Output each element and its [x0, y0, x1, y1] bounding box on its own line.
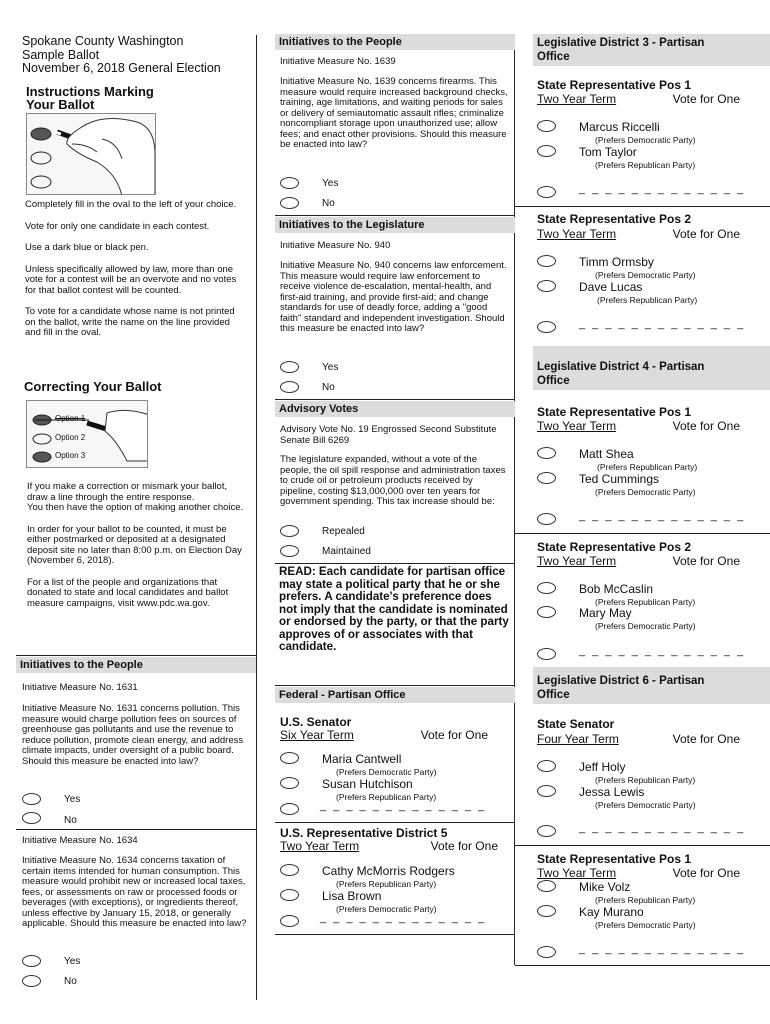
- us-senator-write-in[interactable]: [280, 800, 487, 818]
- section-header-federal: Federal - Partisan Office: [275, 687, 515, 703]
- candidate-name: Tom Taylor: [579, 145, 637, 159]
- vote-for-one-label: Vote for One: [672, 732, 740, 746]
- ld4-pos1-write-in[interactable]: [537, 510, 746, 528]
- party-preference: (Prefers Republican Party): [595, 895, 696, 905]
- party-preference: (Prefers Republican Party): [595, 775, 696, 785]
- candidate-name: Marcus Riccelli: [579, 120, 660, 134]
- oval-bubble[interactable]: [537, 760, 556, 772]
- section-header-initiatives-legislature: Initiatives to the Legislature: [275, 217, 515, 233]
- ld4-pos1-title: State Representative Pos 1: [537, 405, 692, 419]
- instructions-title-line1: Instructions Marking: [26, 84, 154, 99]
- term-label: Two Year Term: [537, 866, 617, 880]
- instruction-fill-oval: Completely fill in the oval to the left of your choice.: [25, 199, 237, 210]
- instruction-pen: Use a dark blue or black pen.: [25, 242, 149, 253]
- oval-bubble[interactable]: [537, 946, 556, 958]
- vote-for-one-label: Vote for One: [672, 227, 740, 241]
- party-preference: (Prefers Democratic Party): [336, 904, 437, 914]
- header-line1: Legislative District 6 - Partisan: [537, 675, 705, 687]
- divider: [515, 965, 770, 966]
- measure-940-text: Initiative Measure No. 940 concerns law enforcement. This measure would require law enforcement to receive violence de-escalation, mental-health, and first-aid training, and provide first-aid; and change standards for use of deadly force, adding a "good faith" standard and independent investigation. Should this measure be enacted into law?: [280, 260, 507, 334]
- measure-1631-text: Initiative Measure No. 1631 concerns pollution. This measure would charge pollution fees on sources of greenhouse gas pollutants and use the revenue to reduce pollution, promote clean energy, and address climate impacts, under oversight of a public board. Should this measure be enacted into law?: [22, 703, 244, 767]
- write-in-line[interactable]: _ _ _ _ _ _ _ _ _ _ _ _ _: [579, 318, 746, 330]
- instruction-postmark: In order for your ballot to be counted, it must be either postmarked or deposited at a designated deposit site no later than 8:00 p.m. on Election Day (November 6, 2018).: [27, 523, 242, 566]
- read-notice: READ: Each candidate for partisan office may state a political party that he or she prefers. A candidate's preference does not imply that the candidate is nominated or endorsed by the party, or that the party approves of or associates with that candidate.: [279, 565, 509, 653]
- party-preference: (Prefers Republican Party): [597, 295, 698, 305]
- marking-illustration: [26, 113, 156, 195]
- vote-for-one-label: Vote for One: [420, 728, 488, 742]
- section-header-initiatives-people-1: Initiatives to the People: [16, 657, 256, 673]
- term-label: Four Year Term: [537, 732, 619, 746]
- oval-bubble[interactable]: [22, 975, 41, 987]
- candidate-name: Jeff Holy: [579, 760, 626, 774]
- us-representative-term: [280, 839, 498, 853]
- divider: [275, 215, 515, 216]
- party-preference: (Prefers Democratic Party): [336, 767, 437, 777]
- ld6-pos1-term: [537, 866, 740, 880]
- divider: [275, 399, 515, 400]
- option-label: Yes: [322, 362, 339, 373]
- divider: [16, 829, 256, 830]
- oval-bubble[interactable]: [537, 606, 556, 618]
- header-county: Spokane County Washington: [22, 34, 184, 48]
- party-preference: (Prefers Democratic Party): [595, 270, 696, 280]
- write-in-line[interactable]: _ _ _ _ _ _ _ _ _ _ _ _ _: [579, 943, 746, 955]
- measure-1634-text: Initiative Measure No. 1634 concerns taxation of certain items intended for human consumption. This measure would prohibit new or increased local taxes, fees, or assessments on raw or processed foods or beverages (with exceptions), or ingredients thereof, unless effective by January 15, 2018, or generally applicable. Should this measure be enacted into law?: [22, 855, 247, 929]
- write-in-line[interactable]: _ _ _ _ _ _ _ _ _ _ _ _ _: [320, 800, 487, 812]
- section-header-initiatives-people-2: Initiatives to the People: [275, 34, 515, 50]
- ld3-pos1-title: State Representative Pos 1: [537, 78, 692, 92]
- header-line2: Office: [537, 375, 570, 387]
- option3-label: Option 3: [55, 451, 86, 460]
- measure-1631-title: Initiative Measure No. 1631: [22, 682, 138, 693]
- section-header-advisory-votes: Advisory Votes: [275, 401, 515, 417]
- instructions-title-line2: Your Ballot: [26, 97, 95, 112]
- us-senator-title: U.S. Senator: [280, 715, 352, 729]
- column-instructions: [0, 0, 257, 1000]
- section-header-ld6: [533, 667, 770, 704]
- option-label: Repealed: [322, 526, 365, 537]
- party-preference: (Prefers Republican Party): [595, 160, 696, 170]
- us-senator-term: [280, 728, 488, 742]
- oval-bubble[interactable]: [280, 777, 299, 789]
- party-preference: (Prefers Democratic Party): [595, 487, 696, 497]
- measure-940-title: Initiative Measure No. 940: [280, 240, 391, 251]
- vote-for-one-label: Vote for One: [672, 866, 740, 880]
- instruction-vote-one: Vote for only one candidate in each contest.: [25, 220, 210, 232]
- oval-bubble[interactable]: [280, 525, 299, 537]
- oval-bubble[interactable]: [537, 880, 556, 892]
- instruction-overvote: Unless specifically allowed by law, more than one vote for a contest will be an overvote and no votes for that ballot contest will be counted.: [25, 263, 237, 296]
- oval-bubble[interactable]: [537, 321, 556, 333]
- party-preference: (Prefers Democratic Party): [595, 920, 696, 930]
- measure-1634-title: Initiative Measure No. 1634: [22, 835, 138, 846]
- header-line2: Office: [537, 689, 570, 701]
- instruction-mismark: If you make a correction or mismark your ballot, draw a line through the entire response.: [27, 481, 228, 503]
- oval-bubble[interactable]: [280, 915, 299, 927]
- term-label: Two Year Term: [280, 839, 360, 853]
- oval-bubble[interactable]: [537, 648, 556, 660]
- divider: [515, 533, 770, 534]
- oval-bubble[interactable]: [280, 545, 299, 557]
- party-preference: (Prefers Republican Party): [597, 462, 698, 472]
- oval-bubble[interactable]: [280, 803, 299, 815]
- correcting-title: Correcting Your Ballot: [24, 379, 162, 394]
- oval-bubble[interactable]: [537, 905, 556, 917]
- ld4-pos1-term: [537, 419, 740, 433]
- option-label: Maintained: [322, 546, 371, 557]
- measure-1639-title: Initiative Measure No. 1639: [280, 56, 396, 67]
- candidate-name: Mary May: [579, 606, 632, 620]
- term-label: Six Year Term: [280, 728, 354, 742]
- oval-bubble[interactable]: [537, 582, 556, 594]
- write-in-line[interactable]: _ _ _ _ _ _ _ _ _ _ _ _ _: [579, 822, 746, 834]
- candidate-name: Matt Shea: [579, 447, 634, 461]
- option-label: Yes: [64, 956, 81, 967]
- ld4-pos2-write-in[interactable]: [537, 645, 746, 663]
- oval-bubble[interactable]: [280, 361, 299, 373]
- candidate-name: Susan Hutchison: [322, 777, 413, 791]
- option-label: Yes: [64, 794, 81, 805]
- oval-bubble[interactable]: [537, 120, 556, 132]
- oval-bubble[interactable]: [22, 955, 41, 967]
- oval-bubble[interactable]: [280, 381, 299, 393]
- header-date: November 6, 2018 General Election: [22, 61, 221, 75]
- ld6-senator-term: [537, 732, 740, 746]
- ballot-header: [22, 35, 221, 76]
- vote-for-one-label: Vote for One: [430, 839, 498, 853]
- us-representative-write-in[interactable]: [280, 912, 487, 930]
- term-label: Two Year Term: [537, 227, 617, 241]
- party-preference: (Prefers Democratic Party): [595, 800, 696, 810]
- ld6-pos1-title: State Representative Pos 1: [537, 852, 692, 866]
- oval-bubble[interactable]: [280, 177, 299, 189]
- candidate-name: Bob McCaslin: [579, 582, 654, 596]
- divider: [515, 206, 770, 207]
- option-label: Yes: [322, 178, 339, 189]
- divider: [16, 655, 256, 656]
- oval-bubble[interactable]: [537, 186, 556, 198]
- correction-body: [27, 482, 247, 609]
- option-label: No: [64, 815, 77, 826]
- column-measures: [257, 0, 515, 950]
- ld3-pos2-title: State Representative Pos 2: [537, 212, 692, 226]
- option-label: No: [64, 976, 77, 987]
- section-header-ld3: [533, 34, 770, 66]
- correcting-illustration: [26, 400, 148, 468]
- oval-bubble[interactable]: [537, 255, 556, 267]
- instruction-pdc: For a list of the people and organizations that donated to state and local candidates and ballot measure campaigns, visit www.pdc.wa.gov.: [27, 576, 229, 609]
- oval-bubble[interactable]: [280, 197, 299, 209]
- vote-for-one-label: Vote for One: [672, 554, 740, 568]
- write-in-line[interactable]: _ _ _ _ _ _ _ _ _ _ _ _ _: [579, 183, 746, 195]
- ld3-pos2-write-in[interactable]: [537, 318, 746, 336]
- ld6-senator-write-in[interactable]: [537, 822, 746, 840]
- ld4-pos2-title: State Representative Pos 2: [537, 540, 692, 554]
- candidate-name: Jessa Lewis: [579, 785, 645, 799]
- ld3-pos2-term: [537, 227, 740, 241]
- ld6-pos1-write-in[interactable]: [537, 943, 746, 961]
- option-label: No: [322, 382, 335, 393]
- candidate-name: Lisa Brown: [322, 889, 382, 903]
- candidate-name: Mike Volz: [579, 880, 631, 894]
- candidate-name: Ted Cummings: [579, 472, 660, 486]
- party-preference: (Prefers Republican Party): [595, 597, 696, 607]
- divider: [275, 685, 515, 686]
- oval-bubble[interactable]: [537, 145, 556, 157]
- candidate-name: Cathy McMorris Rodgers: [322, 864, 455, 878]
- advisory-19-text: The legislature expanded, without a vote of the people, the oil spill response and administration taxes to crude oil or petroleum products received by pipeline, costing $13,000,000 over ten years for government spending. This tax increase should be:: [280, 454, 506, 507]
- ld3-pos1-term: [537, 92, 740, 106]
- hand-pen-icon: [27, 114, 156, 195]
- section-header-ld4: [533, 346, 770, 390]
- header-line2: Office: [537, 51, 570, 63]
- vote-for-one-label: Vote for One: [672, 419, 740, 433]
- party-preference: (Prefers Democratic Party): [595, 135, 696, 145]
- write-in-line[interactable]: _ _ _ _ _ _ _ _ _ _ _ _ _: [579, 645, 746, 657]
- party-preference: (Prefers Republican Party): [336, 879, 437, 889]
- oval-bubble[interactable]: [280, 752, 299, 764]
- us-representative-title: U.S. Representative District 5: [280, 826, 448, 840]
- advisory-19-title: Advisory Vote No. 19 Engrossed Second Substitute Senate Bill 6269: [280, 424, 497, 446]
- oval-bubble[interactable]: [537, 513, 556, 525]
- option-label: No: [322, 198, 335, 209]
- candidate-name: Maria Cantwell: [322, 752, 402, 766]
- header-line1: Legislative District 4 - Partisan: [537, 361, 705, 373]
- header-line1: Legislative District 3 - Partisan: [537, 37, 705, 49]
- instructions-title: [26, 85, 154, 111]
- header-sample: Sample Ballot: [22, 47, 100, 62]
- vote-for-one-label: Vote for One: [672, 92, 740, 106]
- oval-bubble[interactable]: [537, 472, 556, 484]
- measure-1639-text: Initiative Measure No. 1639 concerns firearms. This measure would require increased background checks, training, age limitations, and waiting periods for sales or delivery of semiautomatic assault rifles; criminalize noncompliant storage upon unauthorized use; allow fees; and enact other provisions. Should this measure be enacted into law?: [280, 76, 508, 150]
- instruction-another-choice: You then have the option of making another choice.: [27, 502, 244, 513]
- party-preference: (Prefers Republican Party): [336, 792, 437, 802]
- candidate-name: Kay Murano: [579, 905, 644, 919]
- write-in-line[interactable]: _ _ _ _ _ _ _ _ _ _ _ _ _: [320, 912, 487, 924]
- oval-bubble[interactable]: [280, 864, 299, 876]
- divider: [275, 934, 515, 935]
- candidate-name: Dave Lucas: [579, 280, 643, 294]
- column-legislative: [515, 0, 770, 1000]
- oval-bubble[interactable]: [537, 447, 556, 459]
- candidate-name: Timm Ormsby: [579, 255, 654, 269]
- oval-bubble[interactable]: [22, 812, 41, 824]
- instruction-write-in: To vote for a candidate whose name is not printed on the ballot, write the name on the line provided and fill in the oval.: [25, 306, 235, 338]
- ld3-pos1-write-in[interactable]: [537, 183, 746, 201]
- instructions-body: [25, 200, 245, 339]
- oval-bubble[interactable]: [537, 825, 556, 837]
- oval-bubble[interactable]: [22, 793, 41, 805]
- write-in-line[interactable]: _ _ _ _ _ _ _ _ _ _ _ _ _: [579, 510, 746, 522]
- oval-bubble[interactable]: [537, 785, 556, 797]
- party-preference: (Prefers Democratic Party): [595, 621, 696, 631]
- divider: [515, 845, 770, 846]
- divider: [275, 822, 515, 823]
- ld6-senator-title: State Senator: [537, 717, 615, 731]
- ld4-pos2-term: [537, 554, 740, 568]
- divider: [275, 563, 515, 564]
- term-label: Two Year Term: [537, 92, 617, 106]
- term-label: Two Year Term: [537, 419, 617, 433]
- option1-label: Option 1: [55, 414, 86, 423]
- term-label: Two Year Term: [537, 554, 617, 568]
- option2-label: Option 2: [55, 433, 86, 442]
- correction-pen-icon: [27, 401, 148, 468]
- oval-bubble[interactable]: [280, 889, 299, 901]
- oval-bubble[interactable]: [537, 280, 556, 292]
